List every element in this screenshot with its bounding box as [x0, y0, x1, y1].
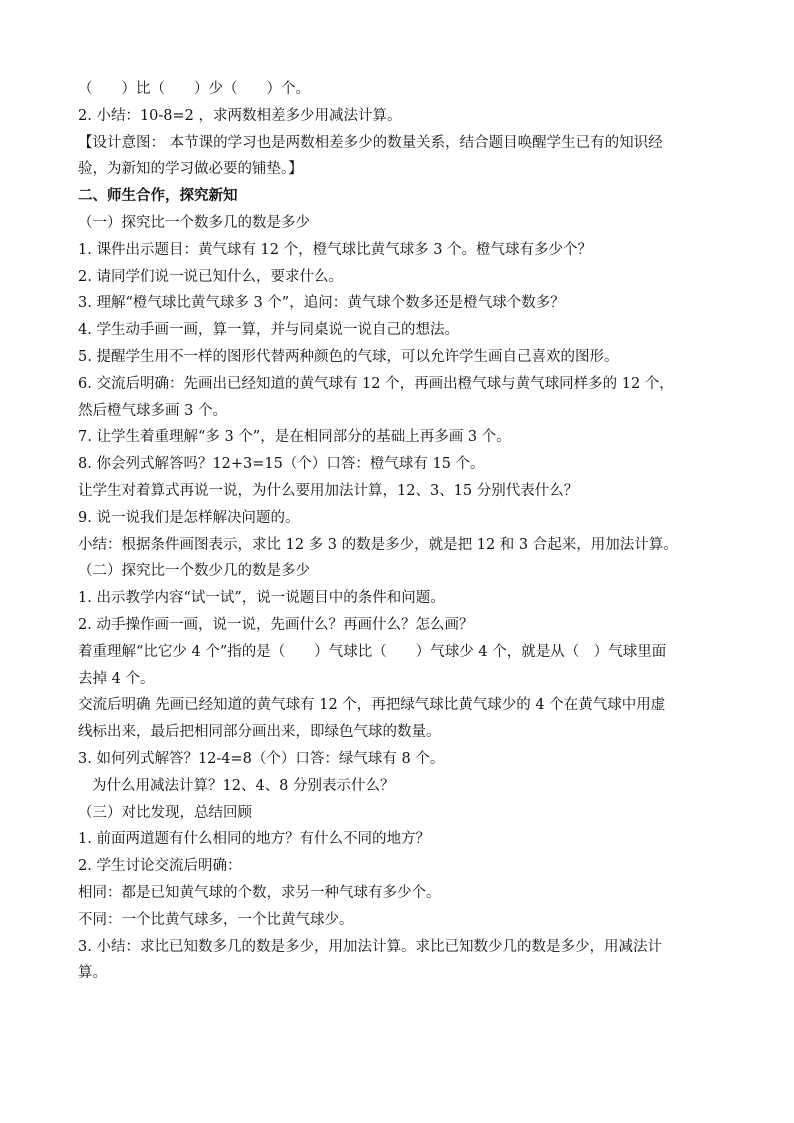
text-line: 2. 动手操作画一画，说一说，先画什么？再画什么？怎么画？: [78, 616, 474, 633]
text-line: 1. 出示教学内容“试一试”，说一说题目中的条件和问题。: [78, 590, 445, 607]
summary-line: 小结：根据条件画图表示，求比 12 多 3 的数是多少，就是把 12 和 3 合起来，用加法计算。: [78, 536, 678, 553]
text-line: 着重理解“比它少 4 个”指的是（ ）气球比（ ）气球少 4 个，就是从（ ）气球里面: [78, 643, 667, 660]
text-line: 为什么用减法计算？12、4、8 分别表示什么？: [92, 777, 395, 794]
text-line: 不同：一个比黄气球多，一个比黄气球少。: [78, 911, 354, 928]
text-line: 3. 理解“橙气球比黄气球多 3 个”，追问：黄气球个数多还是橙气球个数多？: [78, 295, 565, 312]
design-intent-line: 【设计意图： 本节课的学习也是两数相差多少的数量关系，结合题目唤醒学生已有的知识经: [78, 134, 663, 151]
text-line: 5. 提醒学生用不一样的图形代替两种颜色的气球，可以允许学生画自己喜欢的图形。: [78, 348, 619, 365]
text-line: 6. 交流后明确：先画出已经知道的黄气球有 12 个，再画出橙气球与黄气球同样多的 12 个，: [78, 375, 674, 392]
document-page: [78, 76, 728, 987]
text-line: 1. 课件出示题目：黄气球有 12 个，橙气球比黄气球多 3 个。橙气球有多少个？: [78, 241, 593, 258]
text-line: 去掉 4 个。: [78, 670, 155, 687]
text-line: 相同：都是已知黄气球的个数，求另一种气球有多少个。: [78, 884, 441, 901]
text-line: 2. 小结：10-8=2 ，求两数相差多少用减法计算。: [78, 107, 402, 124]
subsection-heading: （二）探究比一个数少几的数是多少: [78, 563, 310, 580]
text-line: 2. 请同学们说一说已知什么，要求什么。: [78, 268, 343, 285]
text-line: （ ）比（ ）少（ ）个。: [78, 81, 310, 97]
summary-line: 算。: [78, 965, 107, 982]
text-line: 8. 你会列式解答吗？12+3=15（个）口答：橙气球有 15 个。: [78, 456, 485, 473]
text-line: 线标出来，最后把相同部分画出来，即绿色气球的数量。: [78, 724, 441, 741]
text-line: 3. 如何列式解答？12-4=8（个）口答：绿气球有 8 个。: [78, 750, 445, 767]
text-line: 1. 前面两道题有什么相同的地方？有什么不同的地方？: [78, 831, 430, 848]
text-line: 9. 说一说我们是怎样解决问题的。: [78, 509, 300, 526]
text-line: 4. 学生动手画一画，算一算，并与同桌说一说自己的想法。: [78, 322, 459, 339]
text-line: 7. 让学生着重理解“多 3 个”，是在相同部分的基础上再多画 3 个。: [78, 429, 511, 446]
text-line: 交流后明确 先画已经知道的黄气球有 12 个，再把绿气球比黄气球少的 4 个在黄气球中用虚: [78, 697, 666, 714]
text-line: 2. 学生讨论交流后明确：: [78, 858, 242, 875]
subsection-heading: （三）对比发现，总结回顾: [78, 804, 252, 821]
design-intent-line: 验，为新知的学习做必要的铺垫。】: [78, 161, 303, 178]
subsection-heading: （一）探究比一个数多几的数是多少: [78, 214, 310, 231]
summary-line: 3. 小结：求比已知数多几的数是多少，用加法计算。求比已知数少几的数是多少，用减法计: [78, 938, 662, 955]
text-line: 让学生对着算式再说一说，为什么要用加法计算，12、3、15 分别代表什么？: [78, 482, 579, 499]
text-line: 然后橙气球多画 3 个。: [78, 402, 227, 419]
section-heading: 二、师生合作，探究新知: [78, 187, 238, 205]
